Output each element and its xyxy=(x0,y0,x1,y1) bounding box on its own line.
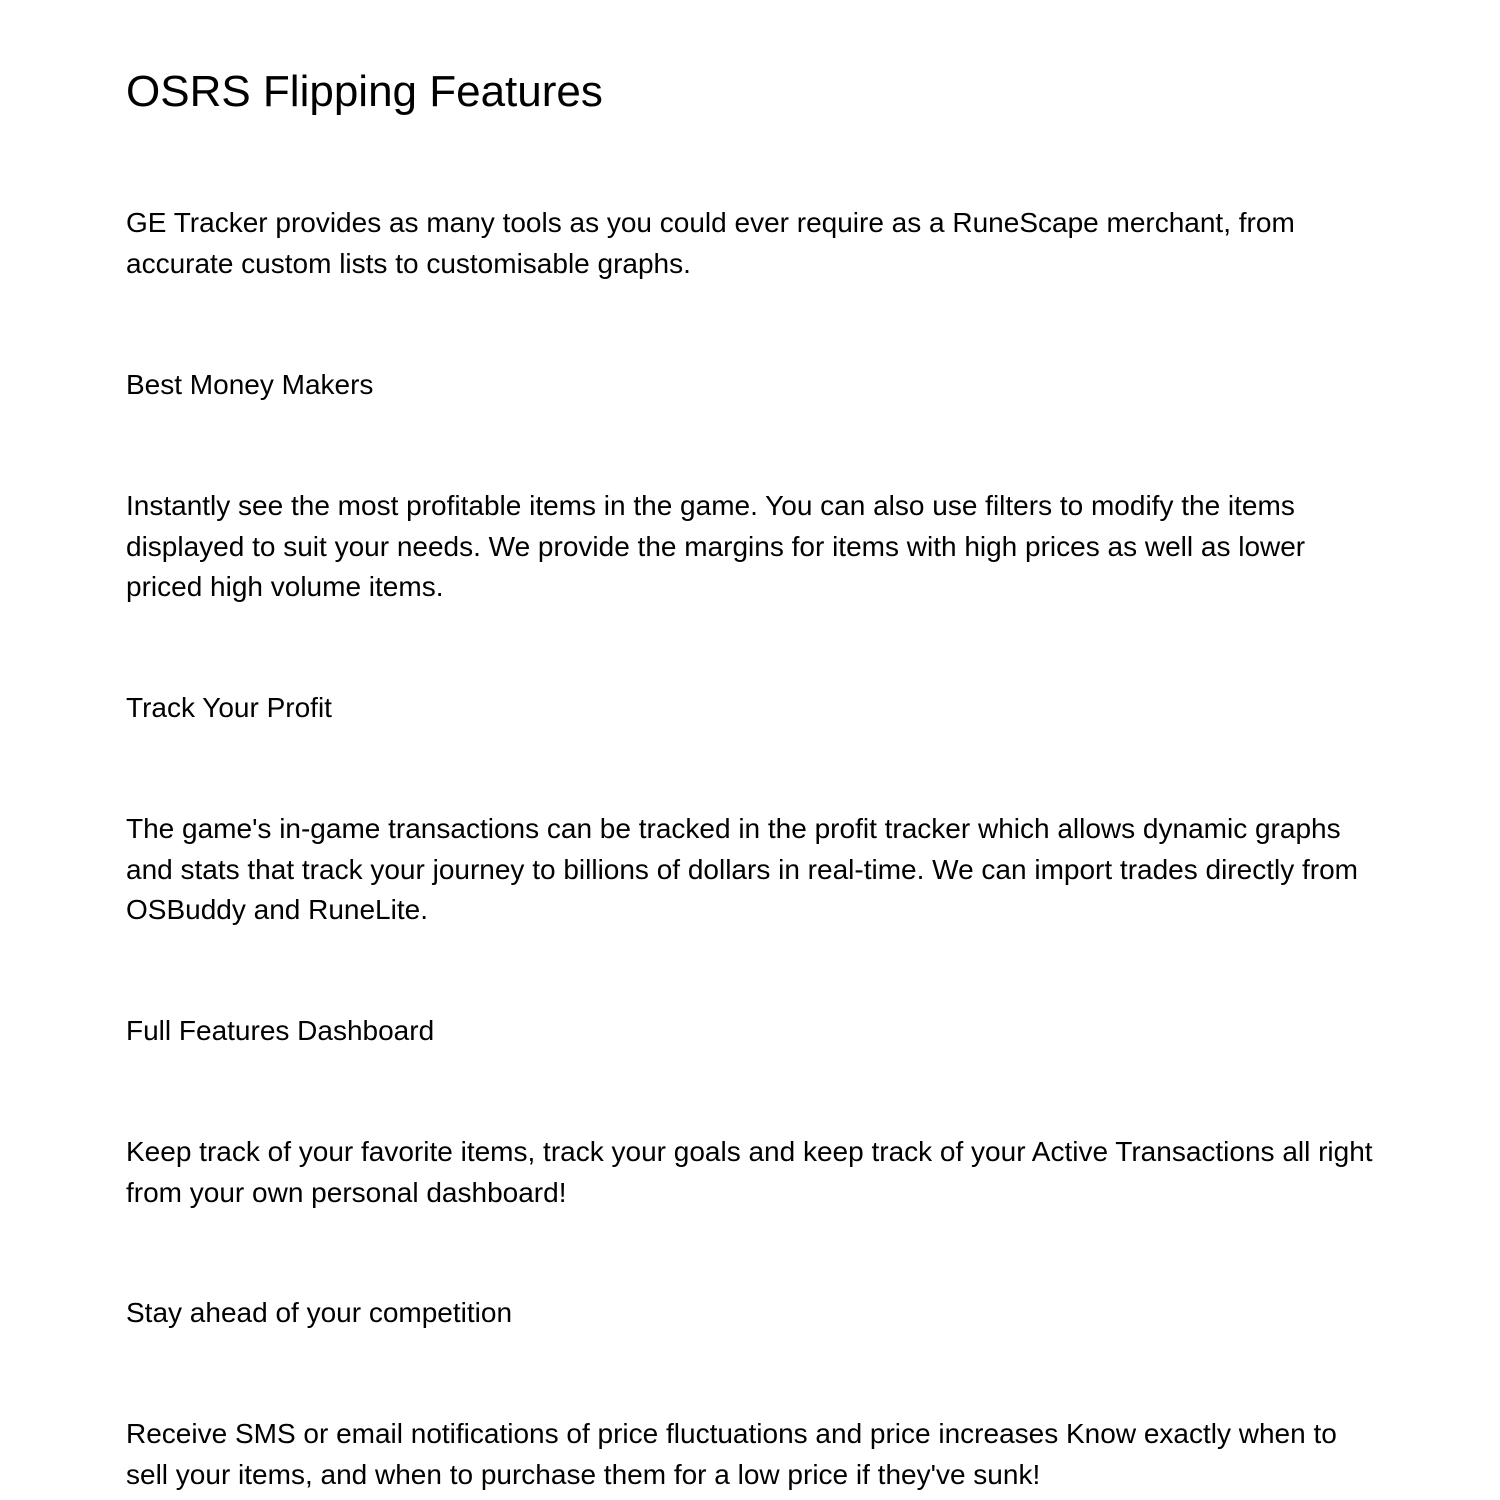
section-heading-full-features-dashboard: Full Features Dashboard xyxy=(126,1015,435,1046)
section-body-track-your-profit: The game's in-game transactions can be tracked in the profit tracker which allows dynamic graphs and stats that track your journey to billions of dollars in real-time. We can import trades directly from OSBuddy and RuneLite. xyxy=(126,813,1358,925)
section-heading-best-money-makers: Best Money Makers xyxy=(126,369,374,400)
page-title: OSRS Flipping Features xyxy=(126,67,603,116)
intro-paragraph: GE Tracker provides as many tools as you could ever require as a RuneScape merchant, from accurate custom lists to customisable graphs. xyxy=(126,207,1295,279)
section-body-best-money-makers: Instantly see the most profitable items in the game. You can also use filters to modify the items displayed to suit your needs. We provide the margins for items with high prices as well as lower priced high volume items. xyxy=(126,490,1306,602)
section-heading-track-your-profit: Track Your Profit xyxy=(126,692,332,723)
section-body-stay-ahead: Receive SMS or email notifications of price fluctuations and price increases Know exactly when to sell your items, and when to purchase them for a low price if they've sunk! xyxy=(126,1418,1337,1490)
section-heading-stay-ahead: Stay ahead of your competition xyxy=(126,1297,513,1328)
section-body-full-features-dashboard: Keep track of your favorite items, track your goals and keep track of your Active Transactions all right from your own personal dashboard! xyxy=(126,1136,1373,1208)
